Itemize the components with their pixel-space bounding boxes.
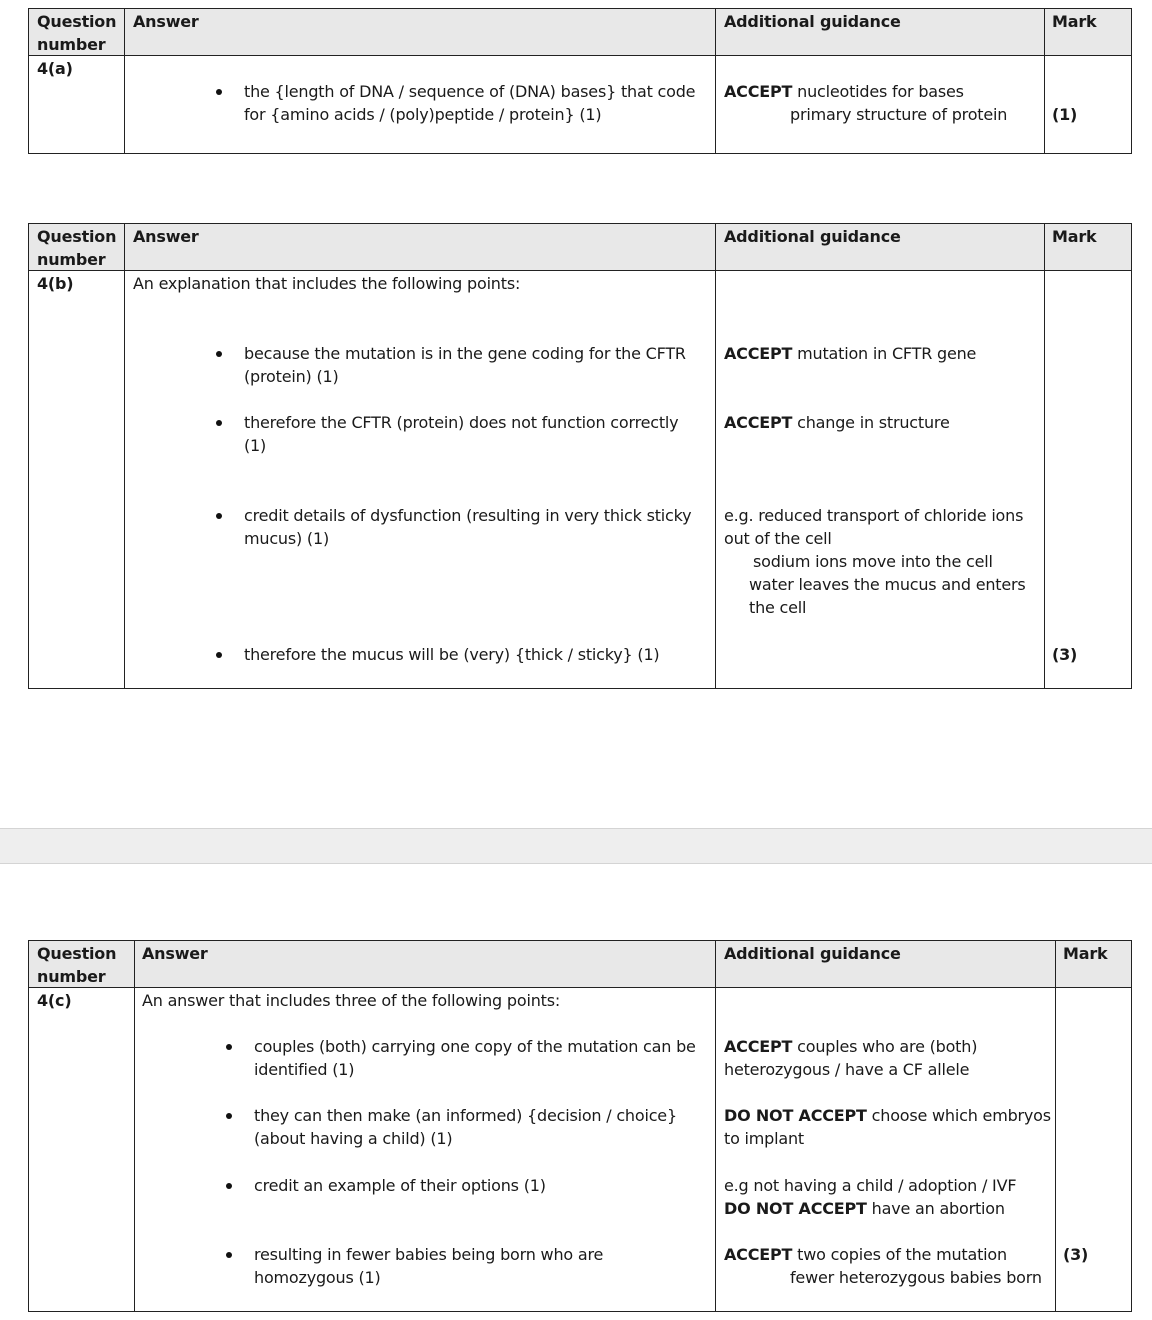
column-divider: [1055, 941, 1056, 1311]
bullet-icon: [216, 513, 222, 519]
mark-value: (3): [1063, 1245, 1089, 1264]
bullet-icon: [226, 1183, 232, 1189]
guidance-text: ACCEPT two copies of the mutation: [724, 1245, 1007, 1264]
answer-point: they can then make (an informed) {decision / choice} (about having a child) (1): [254, 1106, 677, 1148]
bullet-icon: [226, 1113, 232, 1119]
mark-value: (3): [1052, 645, 1078, 664]
bullet-icon: [216, 351, 222, 357]
guidance-text: ACCEPT couples who are (both): [724, 1037, 978, 1056]
question-number: 4(a): [37, 59, 73, 78]
header-question-number: Question number: [37, 227, 117, 269]
header-guidance: Additional guidance: [724, 944, 901, 963]
guidance-text: fewer heterozygous babies born: [790, 1268, 1042, 1287]
answer-point: because the mutation is in the gene coding for the CFTR (protein) (1): [244, 344, 686, 386]
guidance-text: water leaves the mucus and enters: [749, 575, 1026, 594]
guidance-text: e.g not having a child / adoption / IVF: [724, 1176, 1017, 1195]
mark-scheme-table-4a: [28, 8, 1132, 154]
header-guidance: Additional guidance: [724, 227, 901, 246]
answer-point: resulting in fewer babies being born who are homozygous (1): [254, 1245, 604, 1287]
guidance-text: DO NOT ACCEPT choose which embryos: [724, 1106, 1051, 1125]
answer-point: therefore the mucus will be (very) {thick / sticky} (1): [244, 645, 660, 664]
answer-intro: An answer that includes three of the following points:: [142, 991, 561, 1010]
mark-scheme-table-4b: [28, 223, 1132, 689]
answer-point: the {length of DNA / sequence of (DNA) bases} that code for {amino acids / (poly)peptide / protein} (1): [244, 82, 696, 124]
question-number: 4(c): [37, 991, 72, 1010]
guidance-text: e.g. reduced transport of chloride ions: [724, 506, 1024, 525]
column-divider: [134, 941, 135, 1311]
column-divider: [715, 224, 716, 688]
guidance-text: heterozygous / have a CF allele: [724, 1060, 970, 1079]
guidance-text: DO NOT ACCEPT have an abortion: [724, 1199, 1005, 1218]
mark-value: (1): [1052, 105, 1078, 124]
header-mark: Mark: [1052, 227, 1097, 246]
header-mark: Mark: [1063, 944, 1108, 963]
column-divider: [1044, 9, 1045, 153]
header-question-number: Question number: [37, 12, 117, 54]
header-answer: Answer: [133, 12, 199, 31]
question-number: 4(b): [37, 274, 74, 293]
header-guidance: Additional guidance: [724, 12, 901, 31]
column-divider: [1044, 224, 1045, 688]
header-question-number: Question number: [37, 944, 117, 986]
column-divider: [124, 224, 125, 688]
header-answer: Answer: [133, 227, 199, 246]
bullet-icon: [216, 652, 222, 658]
bullet-icon: [226, 1252, 232, 1258]
column-divider: [715, 9, 716, 153]
guidance-text: out of the cell: [724, 529, 832, 548]
answer-point: credit details of dysfunction (resulting in very thick sticky mucus) (1): [244, 506, 692, 548]
answer-point: therefore the CFTR (protein) does not function correctly (1): [244, 413, 679, 455]
page-break-divider: [0, 828, 1152, 864]
guidance-text: ACCEPT change in structure: [724, 413, 950, 432]
answer-point: couples (both) carrying one copy of the mutation can be identified (1): [254, 1037, 696, 1079]
bullet-icon: [226, 1044, 232, 1050]
bullet-icon: [216, 420, 222, 426]
guidance-text: the cell: [749, 598, 807, 617]
guidance-text: sodium ions move into the cell: [753, 552, 993, 571]
column-divider: [715, 941, 716, 1311]
header-mark: Mark: [1052, 12, 1097, 31]
answer-point: credit an example of their options (1): [254, 1176, 546, 1195]
header-answer: Answer: [142, 944, 208, 963]
mark-scheme-table-4c: [28, 940, 1132, 1312]
bullet-icon: [216, 89, 222, 95]
column-divider: [124, 9, 125, 153]
guidance-text: primary structure of protein: [790, 105, 1008, 124]
answer-intro: An explanation that includes the following points:: [133, 274, 521, 293]
guidance-text: ACCEPT mutation in CFTR gene: [724, 344, 977, 363]
guidance-text: to implant: [724, 1129, 805, 1148]
guidance-text: ACCEPT nucleotides for bases: [724, 82, 964, 101]
